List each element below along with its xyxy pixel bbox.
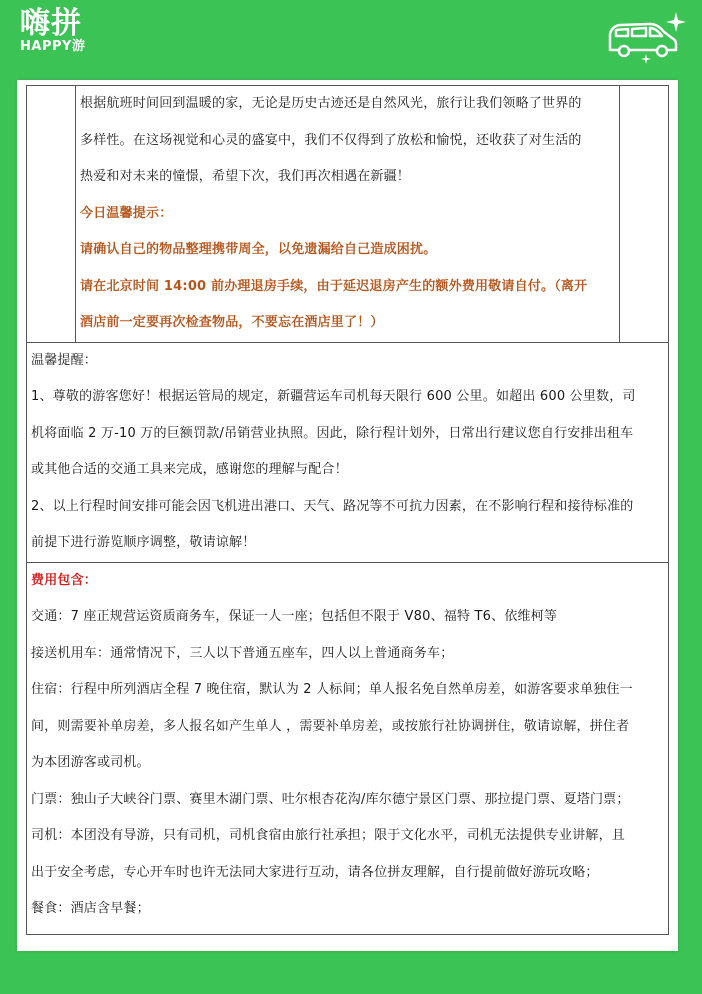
- brand-name-cn: 嗨拼: [20, 6, 82, 41]
- van-icon: [606, 10, 688, 70]
- itinerary-table: [26, 85, 669, 935]
- brand-logo: [20, 8, 85, 54]
- tip-line: 请在北京时间 14:00 前办理退房手续，由于延迟退房产生的额外费用敬请自付。（离开: [80, 278, 588, 294]
- fee-line: 住宿：行程中所列酒店全程 7 晚住宿，默认为 2 人标间；单人报名免自然单房差，如游客要求单独住一: [31, 682, 633, 697]
- closing-line: 热爱和对未来的憧憬，希望下次，我们再次相遇在新疆！: [80, 169, 411, 184]
- fee-line: 接送机用车：通常情况下，三人以下普通五座车，四人以上普通商务车；: [31, 645, 454, 661]
- fee-line: 出于安全考虑，专心开车时也许无法同大家进行互动，请各位拼友理解，自行提前做好游玩攻略；: [31, 864, 599, 880]
- fees-cell: [27, 562, 669, 934]
- day-content-cell: [76, 86, 620, 343]
- tip-line: 请确认自己的物品整理携带周全，以免遗漏给自己造成困扰。: [80, 242, 437, 257]
- fee-line: 门票：独山子大峡谷门票、赛里木湖门票、吐尔根杏花沟/库尔德宁景区门票、那拉提门票、夏塔门票；: [31, 791, 630, 807]
- itinerary-sheet: [17, 80, 678, 951]
- fee-line: 交通：7 座正规营运资质商务车，保证一人一座；包括但不限于 V80、福特 T6、依维柯等: [31, 609, 558, 624]
- brand-name-en: HAPPY游: [20, 39, 86, 54]
- fee-line: 为本团游客或司机。: [31, 755, 150, 770]
- reminder-line: 1、尊敬的游客您好！根据运管局的规定，新疆营运车司机每天限行 600 公里。如超出 600 公里数，司: [31, 389, 636, 404]
- closing-line: 根据航班时间回到温暖的家，无论是历史古迹还是自然风光，旅行让我们领略了世界的: [80, 96, 582, 111]
- fee-line: 间，则需要补单房差，多人报名如产生单人 ，需要补单房差，或按旅行社协调拼住，敬请谅解，拼住者: [31, 718, 630, 734]
- fees-title: 费用包含：: [31, 572, 98, 588]
- reminder-line: 前提下进行游览顺序调整，敬请谅解！: [31, 535, 256, 550]
- day-label-cell: [27, 86, 76, 343]
- reminder-line: 2、以上行程时间安排可能会因飞机进出港口、天气、路况等不可抗力因素，在不影响行程和接待标准的: [31, 498, 634, 514]
- reminder-line: 或其他合适的交通工具来完成，感谢您的理解与配合！: [31, 462, 348, 477]
- fee-line: 餐食：酒店含早餐；: [31, 901, 150, 916]
- closing-line: 多样性。在这场视觉和心灵的盛宴中，我们不仅得到了放松和愉悦，还收获了对生活的: [80, 132, 582, 148]
- reminder-cell: [27, 342, 669, 562]
- reminder-title: 温馨提醒：: [31, 352, 98, 368]
- tip-line: 酒店前一定要再次检查物品，不要忘在酒店里了！）: [80, 315, 384, 330]
- fee-line: 司机：本团没有导游，只有司机，司机食宿由旅行社承担；限于文化水平，司机无法提供专业讲解，且: [31, 828, 626, 843]
- tips-title: 今日温馨提示：: [80, 205, 173, 221]
- reminder-line: 机将面临 2 万-10 万的巨额罚款/吊销营业执照。因此，除行程计划外，日常出行建议您自行安排出租车: [31, 425, 634, 441]
- meal-cell: [620, 86, 669, 343]
